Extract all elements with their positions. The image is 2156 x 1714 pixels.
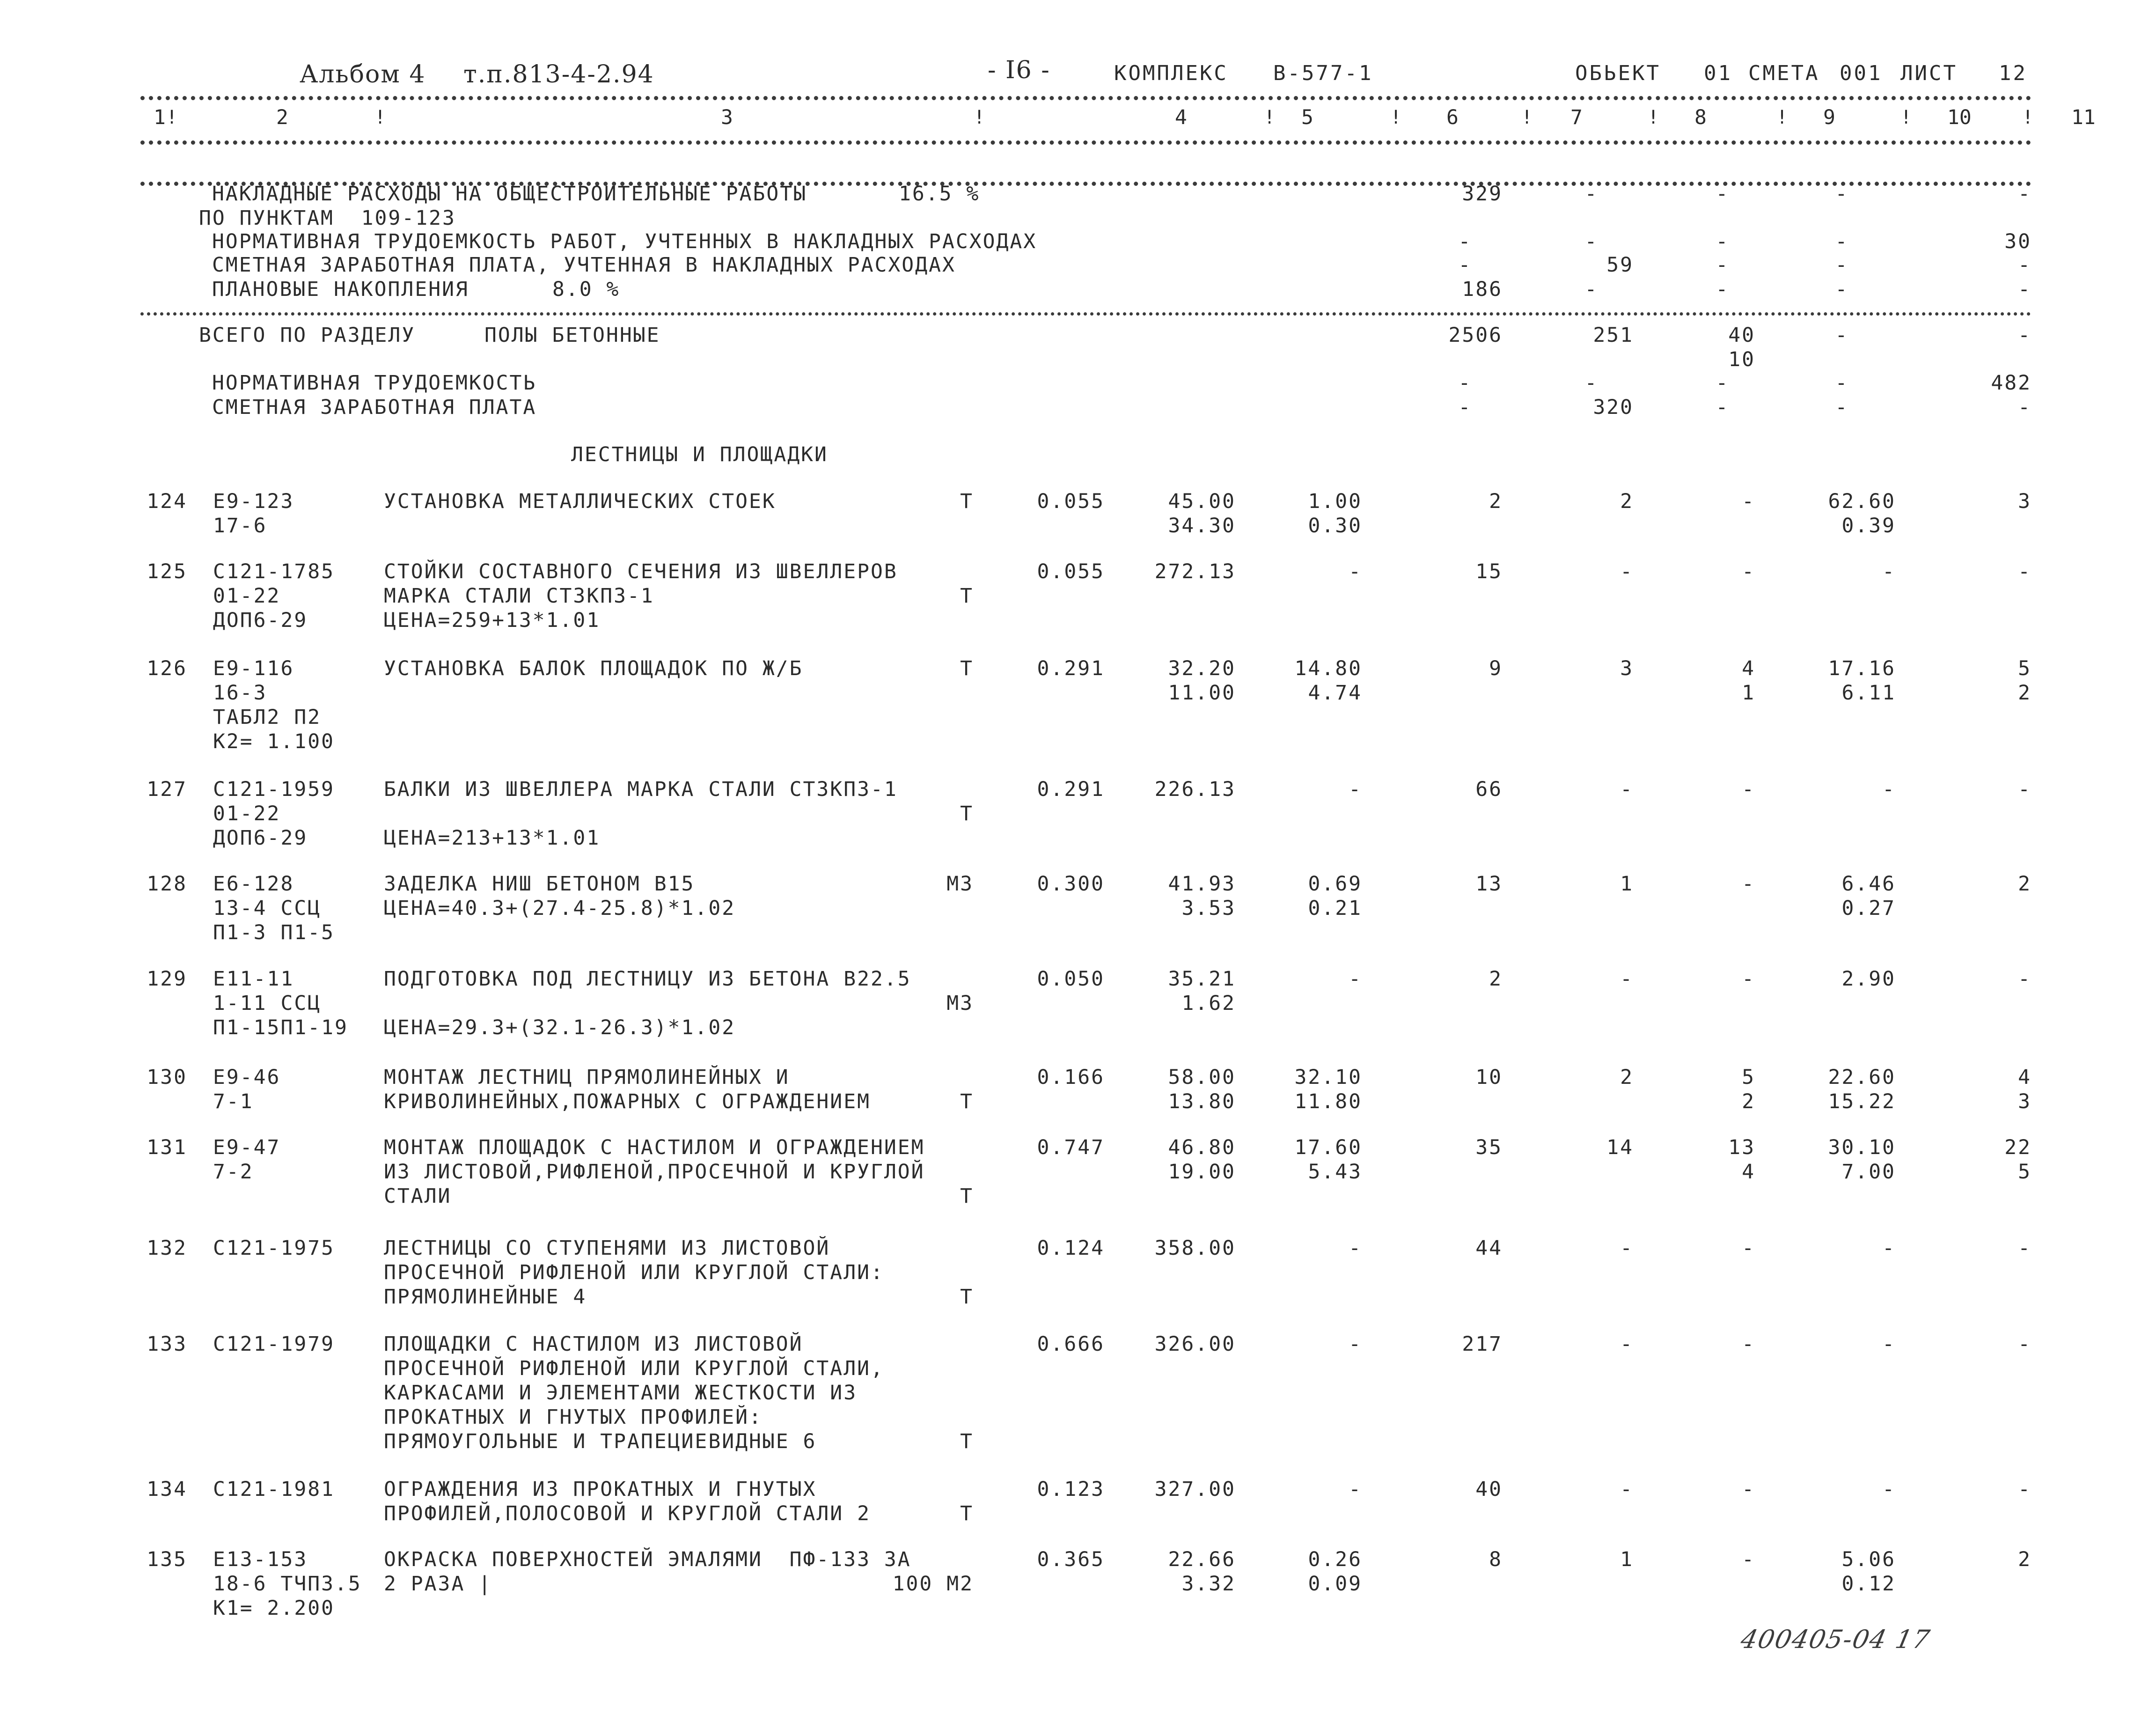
item-labor-total: - [2018,1332,2031,1356]
plan-label: ПЛАНОВЫЕ НАКОПЛЕНИЯ [212,278,469,301]
item-machine-cost: 32.10 [1294,1066,1362,1089]
wage-c9: - [1716,253,1730,277]
item-code: Е6-128 [213,872,294,896]
item-wage: 14 [1606,1136,1634,1159]
complex-code: В-577-1 [1273,61,1373,85]
item-labor-unit: - [1882,778,1896,801]
item-unit-cost: 46.80 [1168,1136,1236,1159]
column-separator: ! [1264,107,1276,128]
item-description: ОГРАЖДЕНИЯ ИЗ ПРОКАТНЫХ И ГНУТЫХ [384,1478,817,1501]
overhead-c10: - [1835,182,1849,206]
item-total-cost: 15 [1475,560,1503,583]
item-description: 2 РАЗА | [384,1572,492,1596]
item-code: С121-1959 [213,778,335,801]
item-total-cost: 2 [1489,490,1503,513]
item-machine-cost: 0.21 [1308,897,1362,920]
item-labor-total: 4 [2018,1066,2031,1089]
item-description: МАРКА СТАЛИ СТ3КП3-1 [384,584,654,608]
item-code: 17-6 [213,514,267,537]
item-number: 127 [147,778,187,801]
album-label: Альбом 4 [300,60,426,88]
item-code: К2= 1.100 [213,730,335,753]
column-separator: ! [1521,107,1533,128]
item-number: 124 [147,490,187,513]
item-description: ЦЕНА=213+13*1.01 [384,826,601,850]
labor-norm-c8: - [1584,230,1599,253]
item-labor-unit: 6.46 [1841,872,1896,896]
column-separator: ! [2022,107,2034,128]
column-number: 10 [1947,106,1972,129]
column-separator: ! [374,107,386,128]
item-total-cost: 9 [1489,657,1503,680]
header-rule-middle [140,140,2031,145]
item-description: ЗАДЕЛКА НИШ БЕТОНОМ В15 [384,872,695,896]
item-total-cost: 8 [1489,1548,1503,1571]
column-number: 9 [1823,106,1835,129]
wage-c7: - [1458,253,1472,277]
item-code: С121-1981 [213,1478,335,1501]
item-unit-cost: 327.00 [1154,1478,1236,1501]
item-labor-unit: 17.16 [1828,657,1896,680]
item-total-cost: 40 [1475,1478,1503,1501]
item-description: БАЛКИ ИЗ ШВЕЛЛЕРА МАРКА СТАЛИ СТ3КП3-1 [384,778,898,801]
plan-c9: - [1716,278,1730,301]
item-wage: 1 [1620,872,1634,896]
item-machine-total: - [1742,1478,1755,1501]
item-code: ДОП6-29 [213,826,308,850]
item-machine-cost: - [1349,560,1362,583]
item-total-cost: 44 [1475,1236,1503,1260]
item-unit-cost: 13.80 [1168,1090,1236,1113]
item-labor-unit: - [1882,1478,1896,1501]
overhead-label: НАКЛАДНЫЕ РАСХОДЫ НА ОБЩЕСТРОИТЕЛЬНЫЕ РАБОТЫ [212,182,807,206]
item-labor-total: 2 [2018,681,2031,705]
item-number: 125 [147,560,187,583]
item-quantity: 0.291 [1037,778,1105,801]
item-quantity: 0.666 [1037,1332,1105,1356]
item-unit: Т [960,490,974,513]
plan-c10: - [1835,278,1849,301]
plan-percent: 8.0 % [552,278,620,301]
item-unit-cost: 11.00 [1168,681,1236,705]
item-machine-cost: - [1349,967,1362,991]
item-labor-unit: 0.27 [1841,897,1896,920]
item-unit: Т [960,1502,974,1525]
labor-norm-c11: 30 [2004,230,2031,253]
item-machine-total: - [1742,967,1755,991]
item-labor-total: 3 [2018,490,2031,513]
item-quantity: 0.050 [1037,967,1105,991]
total-wage-c9: - [1716,396,1730,419]
item-description: УСТАНОВКА МЕТАЛЛИЧЕСКИХ СТОЕК [384,490,776,513]
item-machine-cost: 14.80 [1294,657,1362,680]
item-labor-unit: 0.12 [1841,1572,1896,1596]
item-description: СТОЙКИ СОСТАВНОГО СЕЧЕНИЯ ИЗ ШВЕЛЛЕРОВ [384,560,898,583]
item-unit-cost: 272.13 [1154,560,1236,583]
total-labor-c10: - [1835,371,1849,395]
item-labor-total: - [2018,778,2031,801]
column-number-row [140,105,2096,132]
item-code: 01-22 [213,584,281,608]
overhead-percent: 16.5 % [899,182,980,206]
item-machine-total: - [1742,560,1755,583]
total-labor-c11: 482 [1991,371,2031,395]
item-unit-cost: 58.00 [1168,1066,1236,1089]
item-code: Е13-153 [213,1548,308,1571]
overhead-items: ПО ПУНКТАМ 109-123 [199,206,456,230]
item-labor-unit: 0.39 [1841,514,1896,537]
item-machine-total: 1 [1742,681,1755,705]
item-labor-unit: 7.00 [1841,1160,1896,1184]
item-description: КРИВОЛИНЕЙНЫХ,ПОЖАРНЫХ С ОГРАЖДЕНИЕМ [384,1090,871,1113]
item-total-cost: 217 [1462,1332,1503,1356]
item-code: П1-15П1-19 [213,1016,348,1039]
item-unit: Т [960,584,974,608]
item-labor-unit: 6.11 [1841,681,1896,705]
item-description: ПРОСЕЧНОЙ РИФЛЕНОЙ ИЛИ КРУГЛОЙ СТАЛИ: [384,1261,884,1284]
item-machine-total: 13 [1728,1136,1755,1159]
item-machine-total: 2 [1742,1090,1755,1113]
section-total-c9: 40 [1728,324,1755,347]
item-total-cost: 66 [1475,778,1503,801]
item-description: ПРЯМОУГОЛЬНЫЕ И ТРАПЕЦИЕВИДНЫЕ 6 [384,1430,817,1453]
item-code: Е9-116 [213,657,294,680]
estimate-number: 001 [1840,61,1883,85]
section-total-c8: 251 [1593,324,1634,347]
item-code: С121-1979 [213,1332,335,1356]
wage-c8: 59 [1606,253,1634,277]
item-description: ПЛОЩАДКИ С НАСТИЛОМ ИЗ ЛИСТОВОЙ [384,1332,803,1356]
item-description: ЛЕСТНИЦЫ СО СТУПЕНЯМИ ИЗ ЛИСТОВОЙ [384,1236,830,1260]
page-number: - I6 - [988,56,1050,84]
column-number: 3 [721,106,733,129]
total-labor-label: НОРМАТИВНАЯ ТРУДОЕМКОСТЬ [212,371,537,395]
item-number: 130 [147,1066,187,1089]
overhead-total: 329 [1462,182,1503,206]
item-labor-unit: - [1882,560,1896,583]
header-rule-top [140,96,2031,100]
item-number: 129 [147,967,187,991]
item-machine-cost: 17.60 [1294,1136,1362,1159]
project-code: т.п.813-4-2.94 [463,60,654,88]
column-number: 7 [1570,106,1583,129]
item-machine-total: - [1742,1236,1755,1260]
labor-norm-label: НОРМАТИВНАЯ ТРУДОЕМКОСТЬ РАБОТ, УЧТЕННЫХ В НАКЛАДНЫХ РАСХОДАХ [212,230,1037,253]
item-number: 131 [147,1136,187,1159]
item-code: 01-22 [213,802,281,825]
item-code: К1= 2.200 [213,1596,335,1620]
item-unit: М3 [946,992,974,1015]
item-machine-total: - [1742,872,1755,896]
item-total-cost: 35 [1475,1136,1503,1159]
item-code: Е9-47 [213,1136,281,1159]
item-code: 1-11 ССЦ [213,992,322,1015]
labor-norm-c9: - [1716,230,1730,253]
total-labor-c9: - [1716,371,1730,395]
item-machine-cost: - [1349,1478,1362,1501]
item-unit-cost: 22.66 [1168,1548,1236,1571]
column-number: 6 [1446,106,1459,129]
column-separator: ! [1648,107,1659,128]
column-number: 8 [1694,106,1707,129]
item-code: 18-6 ТЧП3.5 [213,1572,362,1596]
item-labor-unit: 5.06 [1841,1548,1896,1571]
item-labor-unit: 62.60 [1828,490,1896,513]
item-code: ТАБЛ2 П2 [213,706,322,729]
item-unit-cost: 226.13 [1154,778,1236,801]
object-label: ОБЬЕКТ [1575,61,1661,85]
item-code: 16-3 [213,681,267,705]
item-labor-unit: 30.10 [1828,1136,1896,1159]
column-separator: ! [1390,107,1402,128]
overhead-c11: - [2018,182,2031,206]
item-unit-cost: 19.00 [1168,1160,1236,1184]
item-quantity: 0.123 [1037,1478,1105,1501]
item-machine-cost: 0.30 [1308,514,1362,537]
item-description: ПОДГОТОВКА ПОД ЛЕСТНИЦУ ИЗ БЕТОНА В22.5 [384,967,911,991]
section-total-c10: - [1835,324,1849,347]
item-unit: М3 [946,872,974,896]
total-wage-c11: - [2018,396,2031,419]
item-labor-unit: 22.60 [1828,1066,1896,1089]
item-machine-total: - [1742,1332,1755,1356]
item-wage: - [1620,967,1634,991]
item-unit-cost: 41.93 [1168,872,1236,896]
item-unit-cost: 326.00 [1154,1332,1236,1356]
item-unit-cost: 3.53 [1181,897,1236,920]
item-unit-cost: 34.30 [1168,514,1236,537]
item-code: Е9-123 [213,490,294,513]
item-machine-cost: 11.80 [1294,1090,1362,1113]
item-machine-total: 4 [1742,1160,1755,1184]
item-description: МОНТАЖ ЛЕСТНИЦ ПРЯМОЛИНЕЙНЫХ И [384,1066,790,1089]
item-description: ПРЯМОЛИНЕЙНЫЕ 4 [384,1285,587,1309]
item-machine-cost: 5.43 [1308,1160,1362,1184]
section-total-c9b: 10 [1728,348,1755,371]
item-unit-cost: 3.32 [1181,1572,1236,1596]
item-number: 134 [147,1478,187,1501]
item-machine-total: - [1742,490,1755,513]
item-code: 7-1 [213,1090,254,1113]
item-machine-cost: 1.00 [1308,490,1362,513]
item-labor-unit: - [1882,1332,1896,1356]
item-machine-cost: - [1349,1236,1362,1260]
item-labor-total: 5 [2018,1160,2031,1184]
item-code: ДОП6-29 [213,609,308,632]
complex-label: КОМПЛЕКС [1114,61,1228,85]
total-wage-c8: 320 [1593,396,1634,419]
item-machine-total: 5 [1742,1066,1755,1089]
item-wage: 2 [1620,1066,1634,1089]
item-machine-cost: 4.74 [1308,681,1362,705]
item-labor-total: - [2018,1478,2031,1501]
item-quantity: 0.747 [1037,1136,1105,1159]
item-quantity: 0.300 [1037,872,1105,896]
item-labor-total: 2 [2018,1548,2031,1571]
item-machine-cost: - [1349,1332,1362,1356]
item-code: 13-4 ССЦ [213,897,322,920]
column-number: 1 [154,106,166,129]
sheet-number: 12 [1999,61,2027,85]
item-unit: Т [960,802,974,825]
item-description: ИЗ ЛИСТОВОЙ,РИФЛЕНОЙ,ПРОСЕЧНОЙ И КРУГЛОЙ [384,1160,925,1184]
item-labor-total: - [2018,1236,2031,1260]
item-number: 128 [147,872,187,896]
sheet-label: ЛИСТ [1900,61,1958,85]
total-labor-c8: - [1584,371,1599,395]
item-quantity: 0.291 [1037,657,1105,680]
item-unit-cost: 32.20 [1168,657,1236,680]
total-wage-label: СМЕТНАЯ ЗАРАБОТНАЯ ПЛАТА [212,396,537,419]
column-number: 5 [1301,106,1313,129]
item-code: С121-1785 [213,560,335,583]
item-description: ПРОФИЛЕЙ,ПОЛОСОВОЙ И КРУГЛОЙ СТАЛИ 2 [384,1502,871,1525]
item-quantity: 0.055 [1037,490,1105,513]
plan-c11: - [2018,278,2031,301]
item-quantity: 0.124 [1037,1236,1105,1260]
item-labor-total: 3 [2018,1090,2031,1113]
overhead-c9: - [1716,182,1730,206]
item-labor-total: 2 [2018,872,2031,896]
wage-c10: - [1835,253,1849,277]
wage-label: СМЕТНАЯ ЗАРАБОТНАЯ ПЛАТА, УЧТЕННАЯ В НАКЛАДНЫХ РАСХОДАХ [212,253,956,277]
section-total-name: ПОЛЫ БЕТОННЫЕ [484,324,660,347]
item-quantity: 0.166 [1037,1066,1105,1089]
item-machine-cost: 0.69 [1308,872,1362,896]
column-number: 2 [276,106,288,129]
item-machine-total: - [1742,1548,1755,1571]
item-quantity: 0.055 [1037,560,1105,583]
item-wage: 2 [1620,490,1634,513]
item-description: КАРКАСАМИ И ЭЛЕМЕНТАМИ ЖЕСТКОСТИ ИЗ [384,1381,858,1405]
item-description: ПРОКАТНЫХ И ГНУТЫХ ПРОФИЛЕЙ: [384,1405,763,1429]
item-description: ЦЕНА=259+13*1.01 [384,609,601,632]
item-labor-total: 22 [2004,1136,2031,1159]
item-labor-unit: 2.90 [1841,967,1896,991]
item-unit-cost: 45.00 [1168,490,1236,513]
item-wage: - [1620,1478,1634,1501]
item-total-cost: 13 [1475,872,1503,896]
item-code: 7-2 [213,1160,254,1184]
item-labor-total: - [2018,560,2031,583]
item-number: 126 [147,657,187,680]
plan-c8: - [1584,278,1599,301]
item-description: УСТАНОВКА БАЛОК ПЛОЩАДОК ПО Ж/Б [384,657,803,680]
item-unit-cost: 1.62 [1181,992,1236,1015]
item-wage: 1 [1620,1548,1634,1571]
total-labor-c7: - [1458,371,1472,395]
item-labor-total: - [2018,967,2031,991]
item-description: ОКРАСКА ПОВЕРХНОСТЕЙ ЭМАЛЯМИ ПФ-133 ЗА [384,1548,911,1571]
item-machine-total: 4 [1742,657,1755,680]
item-total-cost: 10 [1475,1066,1503,1089]
item-unit-cost: 35.21 [1168,967,1236,991]
object-number: 01 [1704,61,1732,85]
section-total-label: ВСЕГО ПО РАЗДЕЛУ [199,324,416,347]
item-quantity: 0.365 [1037,1548,1105,1571]
item-machine-cost: 0.09 [1308,1572,1362,1596]
column-separator: ! [166,107,178,128]
item-description: ЦЕНА=29.3+(32.1-26.3)*1.02 [384,1016,736,1039]
item-code: Е9-46 [213,1066,281,1089]
item-code: С121-1975 [213,1236,335,1260]
item-unit: Т [960,1430,974,1453]
item-unit: Т [960,1090,974,1113]
section-title: ЛЕСТНИЦЫ И ПЛОЩАДКИ [571,443,828,466]
item-description: ПРОСЕЧНОЙ РИФЛЕНОЙ ИЛИ КРУГЛОЙ СТАЛИ, [384,1357,884,1380]
item-description: МОНТАЖ ПЛОЩАДОК С НАСТИЛОМ И ОГРАЖДЕНИЕМ [384,1136,925,1159]
wage-c11: - [2018,253,2031,277]
item-wage: - [1620,560,1634,583]
labor-norm-c10: - [1835,230,1849,253]
item-number: 132 [147,1236,187,1260]
item-unit: Т [960,657,974,680]
section-total-c7: 2506 [1448,324,1503,347]
item-total-cost: 2 [1489,967,1503,991]
item-labor-unit: - [1882,1236,1896,1260]
column-separator: ! [1776,107,1788,128]
item-unit-cost: 358.00 [1154,1236,1236,1260]
column-number: 11 [2071,106,2096,129]
column-separator: ! [974,107,985,128]
item-number: 133 [147,1332,187,1356]
total-wage-c10: - [1835,396,1849,419]
item-unit: 100 М2 [892,1572,974,1596]
item-wage: - [1620,1236,1634,1260]
item-wage: - [1620,778,1634,801]
section-total-c11: - [2018,324,2031,347]
item-labor-unit: 15.22 [1828,1090,1896,1113]
footer-signature: 400405-04 17 [1738,1625,1933,1654]
item-unit: Т [960,1184,974,1208]
estimate-label: СМЕТА [1748,61,1820,85]
total-wage-c7: - [1458,396,1472,419]
item-number: 135 [147,1548,187,1571]
item-wage: - [1620,1332,1634,1356]
total-rule [140,312,2031,316]
item-machine-total: - [1742,778,1755,801]
item-wage: 3 [1620,657,1634,680]
item-unit: Т [960,1285,974,1309]
item-machine-cost: 0.26 [1308,1548,1362,1571]
item-code: П1-3 П1-5 [213,921,335,944]
item-code: Е11-11 [213,967,294,991]
column-number: 4 [1175,106,1187,129]
labor-norm-c7: - [1458,230,1472,253]
item-description: ЦЕНА=40.3+(27.4-25.8)*1.02 [384,897,736,920]
overhead-c8: - [1584,182,1599,206]
plan-c7: 186 [1462,278,1503,301]
column-separator: ! [1900,107,1912,128]
item-description: СТАЛИ [384,1184,452,1208]
item-machine-cost: - [1349,778,1362,801]
item-labor-total: 5 [2018,657,2031,680]
